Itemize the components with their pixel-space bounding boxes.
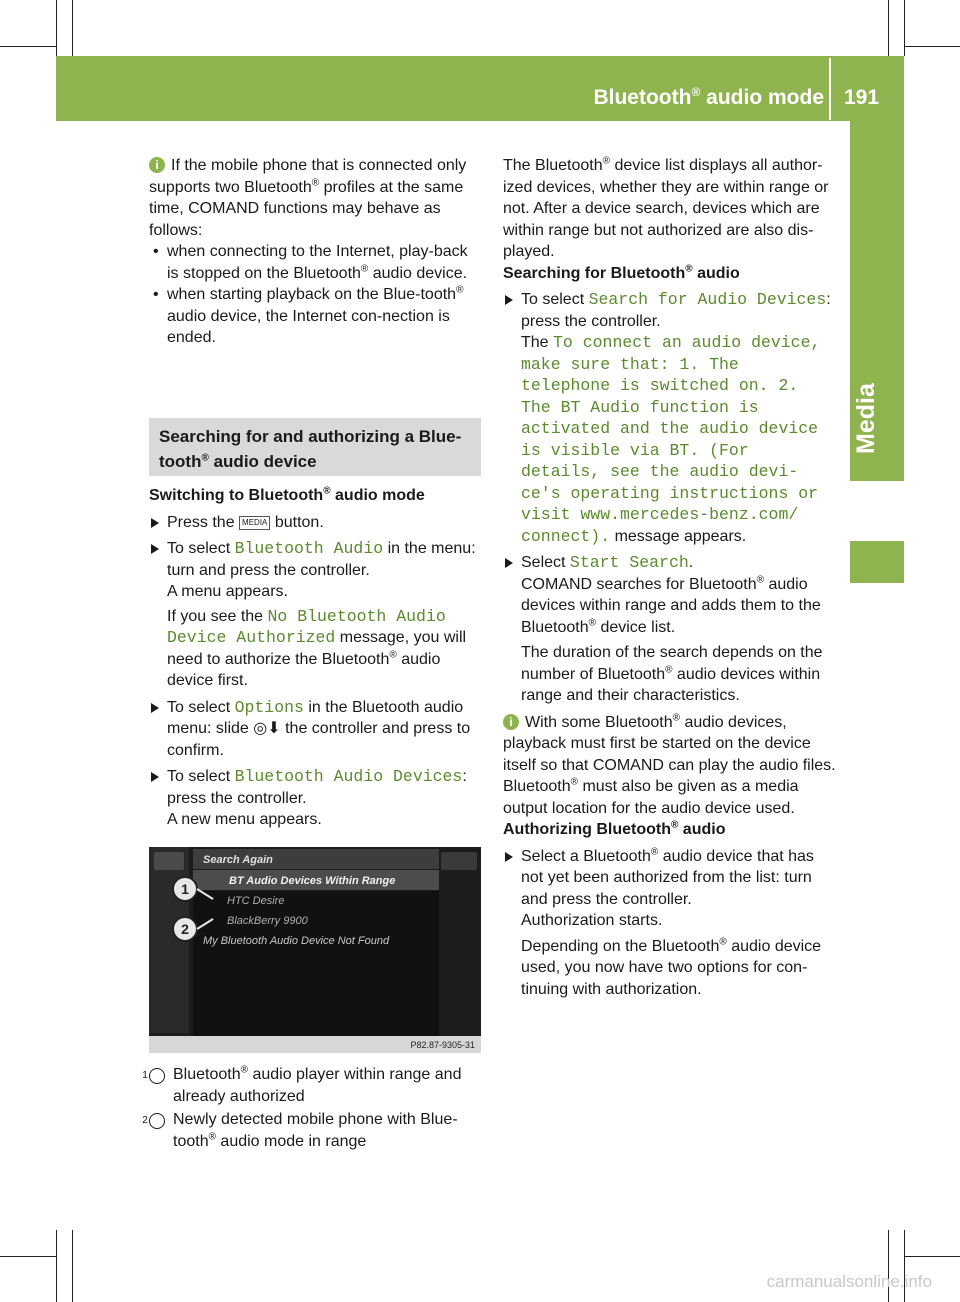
right-column (503, 155, 837, 1000)
step-item: Press the MEDIA button. (149, 512, 483, 534)
step-item: To select Bluetooth Audio in the menu: turn and press the controller. A menu appears. (149, 538, 483, 603)
callout-1: 1 Bluetooth® audio player within range and already authorized (142, 1064, 462, 1105)
screen-image (149, 847, 481, 1053)
callout-2: 2 Newly detected mobile phone with Blue-tooth® audio mode in range (142, 1111, 458, 1150)
crop-mark (888, 0, 889, 56)
image-code: P82.87-9305-31 (410, 1040, 475, 1050)
header-divider (829, 58, 831, 120)
left-column (149, 155, 483, 349)
paragraph: The Bluetooth® device list displays all author-ized devices, whether they are within range or not. After a device search, devices which are within range but not authorized are also dis-played. (503, 155, 829, 260)
subheading: Authorizing Bluetooth® audio (503, 819, 726, 838)
crop-mark (904, 0, 905, 56)
step-item: Select Start Search. COMAND searches for Bluetooth® audio devices within range and adds them to the Bluetooth® device list. (503, 552, 837, 638)
info-note: i If the mobile phone that is connected only supports two Bluetooth® profiles at the same time, COMAND functions may behave as follows: (149, 157, 467, 239)
section-heading: Searching for and authorizing a Blue-tooth® audio device (149, 418, 481, 476)
screen-row-device-1: HTC Desire (227, 895, 285, 907)
crop-mark (904, 1256, 960, 1257)
info-note: i With some Bluetooth® audio devices, playback must first be started on the device itself so that COMAND can play the audio files. Bluetooth® must also be given as a media output location for the audio device used. (503, 712, 836, 817)
section-marker (850, 541, 904, 583)
step-item: To select Search for Audio Devices: press the controller. The To connect an audio device, make sure that: 1. The telephone is switched on. 2. The BT Audio function is activated and the audio device is visible via BT. (For details, see the audio devi‐ ce's operating instructions or visit www.mercedes-benz.com/ connect). message appears. (503, 289, 837, 547)
crop-mark (56, 0, 57, 56)
watermark: carmanualsonline.info (766, 1272, 932, 1291)
section-tab-label: Media (852, 383, 880, 454)
media-button-icon: MEDIA (239, 516, 270, 530)
crop-mark (72, 0, 73, 56)
left-column-steps (149, 485, 483, 831)
screen-row-not-found: My Bluetooth Audio Device Not Found (203, 935, 390, 947)
screen-row-heading: BT Audio Devices Within Range (229, 875, 396, 887)
controller-icon: ◎⬇ (253, 720, 281, 737)
crop-mark (904, 46, 960, 47)
crop-mark (0, 46, 56, 47)
screen-marker-2: 2 (181, 921, 189, 937)
page-number: 191 (844, 86, 880, 109)
screen-illustration (149, 847, 481, 1053)
screen-row-search-again: Search Again (203, 854, 273, 866)
step-detail: The duration of the search depends on the number of Bluetooth® audio devices within range and their characteristics. (521, 644, 823, 704)
crop-mark (0, 1256, 56, 1257)
subheading: Searching for Bluetooth® audio (503, 263, 740, 282)
subheading: Switching to Bluetooth® audio mode (149, 485, 425, 504)
crop-mark (72, 1230, 73, 1302)
step-detail: Depending on the Bluetooth® audio device used, you now have two options for con-tinuing with authorization. (521, 936, 822, 998)
crop-mark (56, 1230, 57, 1302)
info-icon: i (503, 714, 519, 730)
step-item: Select a Bluetooth® audio device that has not yet been authorized from the list: turn and press the controller. Authorization starts. (503, 846, 837, 932)
screen-row-device-2: BlackBerry 9900 (227, 915, 308, 927)
figure-callouts (142, 1064, 483, 1152)
info-icon: i (149, 157, 165, 173)
page-title: Bluetooth® audio mode (593, 85, 824, 109)
step-detail: If you see the No Bluetooth Audio Device Authorized message, you will need to authorize the Bluetooth® audio device first. (167, 606, 467, 689)
step-item: To select Bluetooth Audio Devices: press the controller. A new menu appears. (149, 766, 483, 831)
list-item: • when starting playback on the Blue-tooth® audio device, the Internet con-nection is ended. (149, 284, 483, 349)
list-item: • when connecting to the Internet, play-back is stopped on the Bluetooth® audio device. (149, 241, 483, 284)
screen-marker-1: 1 (181, 881, 189, 897)
step-item: To select Options in the Bluetooth audio menu: slide ◎⬇ the controller and press to confirm. (149, 697, 483, 762)
